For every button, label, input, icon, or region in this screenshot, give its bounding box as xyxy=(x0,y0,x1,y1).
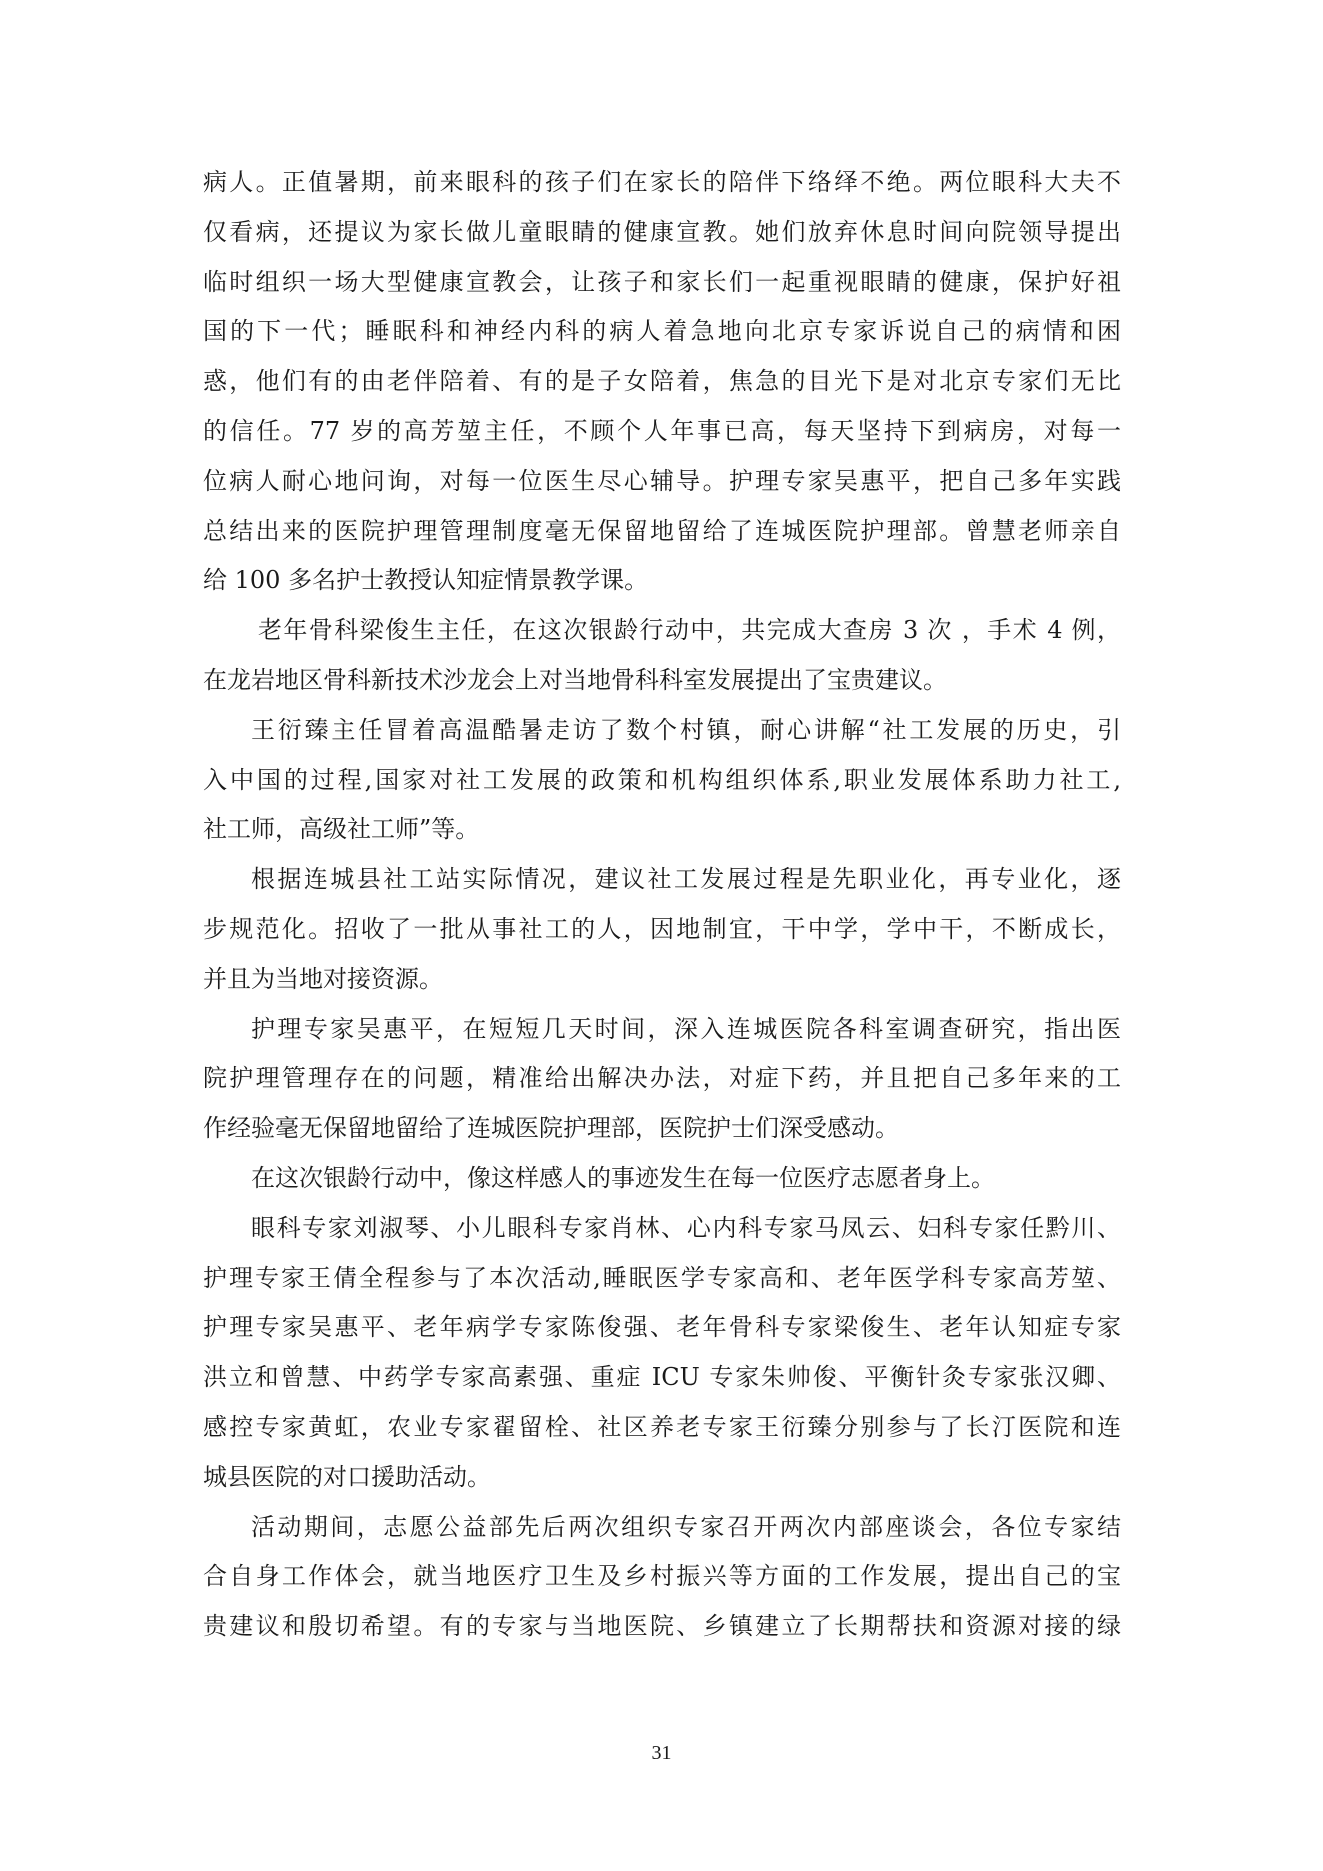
text-line: 护理专家王倩全程参与了本次活动,睡眠医学专家高和、老年医学科专家高芳堃、 xyxy=(203,1263,1121,1292)
text-line: 病人。正值暑期，前来眼科的孩子们在家长的陪伴下络绎不绝。两位眼科大夫不 xyxy=(203,168,1121,196)
text-line: 院护理管理存在的问题，精准给出解决办法，对症下药，并且把自己多年来的工 xyxy=(203,1064,1121,1093)
text-line: 洪立和曾慧、中药学专家高素强、重症 ICU 专家朱帅俊、平衡针灸专家张汉卿、 xyxy=(203,1363,1121,1392)
paragraph-3 xyxy=(203,706,1121,855)
text-line: 并且为当地对接资源。 xyxy=(203,964,443,993)
text-line: 城县医院的对口援助活动。 xyxy=(203,1462,491,1491)
text-line: 仅看病，还提议为家长做儿童眼睛的健康宣教。她们放弃休息时间向院领导提出 xyxy=(203,217,1121,246)
paragraph-5 xyxy=(203,1005,1121,1154)
paragraph-6 xyxy=(203,1154,1121,1204)
paragraph-7 xyxy=(203,1204,1121,1503)
text-line: 临时组织一场大型健康宣教会，让孩子和家长们一起重视眼睛的健康，保护好祖 xyxy=(203,267,1121,296)
text-line: 王衍臻主任冒着高温酷暑走访了数个村镇，耐心讲解“社工发展的历史，引 xyxy=(251,715,1121,744)
paragraph-1 xyxy=(203,158,1121,606)
text-line: 活动期间，志愿公益部先后两次组织专家召开两次内部座谈会，各位专家结 xyxy=(251,1512,1121,1541)
text-line: 位病人耐心地问询，对每一位医生尽心辅导。护理专家吴惠平，把自己多年实践 xyxy=(203,466,1121,495)
text-line: 总结出来的医院护理管理制度毫无保留地留给了连城医院护理部。曾慧老师亲自 xyxy=(203,516,1121,545)
body-text xyxy=(203,158,1121,1652)
text-line: 国的下一代；睡眠科和神经内科的病人着急地向北京专家诉说自己的病情和困 xyxy=(203,317,1121,346)
text-line: 眼科专家刘淑琴、小儿眼科专家肖林、心内科专家马凤云、妇科专家任黔川、 xyxy=(251,1213,1121,1242)
text-line: 作经验毫无保留地留给了连城医院护理部，医院护士们深受感动。 xyxy=(203,1114,899,1143)
page-number: 31 xyxy=(651,1742,672,1764)
text-line: 社工师，高级社工师”等。 xyxy=(203,815,480,844)
text-line: 入中国的过程,国家对社工发展的政策和机构组织体系,职业发展体系助力社工, xyxy=(203,765,1121,794)
text-line: 老年骨科梁俊生主任，在这次银龄行动中，共完成大查房 3 次 ，手术 4 例， xyxy=(258,616,1121,645)
text-line: 护理专家吴惠平，在短短几天时间，深入连城医院各科室调查研究，指出医 xyxy=(251,1014,1121,1043)
paragraph-4 xyxy=(203,855,1121,1004)
text-line: 步规范化。招收了一批从事社工的人，因地制宜，干中学，学中干，不断成长， xyxy=(203,914,1121,943)
text-line: 在龙岩地区骨科新技术沙龙会上对当地骨科科室发展提出了宝贵建议。 xyxy=(203,665,947,694)
text-line: 合自身工作体会，就当地医疗卫生及乡村振兴等方面的工作发展，提出自己的宝 xyxy=(203,1562,1121,1591)
paragraph-8 xyxy=(203,1503,1121,1652)
text-line: 的信任。77 岁的高芳堃主任，不顾个人年事已高，每天坚持下到病房，对每一 xyxy=(203,416,1121,445)
text-line: 感控专家黄虹，农业专家翟留栓、社区养老专家王衍臻分别参与了长汀医院和连 xyxy=(203,1412,1121,1441)
text-line: 给 100 多名护士教授认知症情景教学课。 xyxy=(203,566,649,595)
text-line: 根据连城县社工站实际情况，建议社工发展过程是先职业化，再专业化，逐 xyxy=(251,865,1121,894)
text-line: 在这次银龄行动中，像这样感人的事迹发生在每一位医疗志愿者身上。 xyxy=(251,1163,995,1192)
text-line: 惑，他们有的由老伴陪着、有的是子女陪着，焦急的目光下是对北京专家们无比 xyxy=(203,367,1121,396)
text-line: 护理专家吴惠平、老年病学专家陈俊强、老年骨科专家梁俊生、老年认知症专家 xyxy=(203,1313,1121,1342)
text-line: 贵建议和殷切希望。有的专家与当地医院、乡镇建立了长期帮扶和资源对接的绿 xyxy=(203,1612,1121,1641)
paragraph-2 xyxy=(203,606,1121,706)
